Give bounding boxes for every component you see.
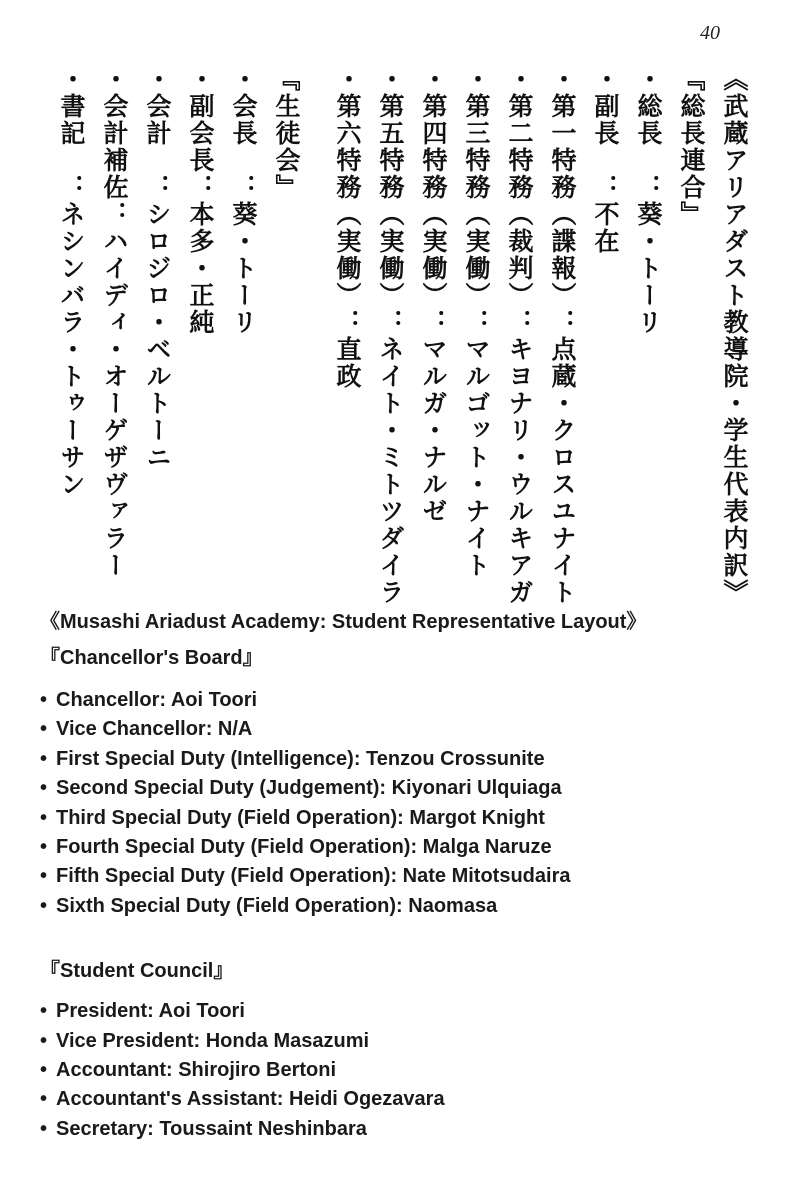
jp-board-item: ・第一特務（諜報）：点蔵・クロスユナイト (548, 66, 577, 606)
list-item: • Sixth Special Duty (Field Operation): Naomasa (40, 892, 760, 921)
jp-council-item: ・会計 ：シロジロ・ベルトーニ (143, 66, 172, 471)
jp-board-item: ・第二特務（裁判）：キヨナリ・ウルキアガ (505, 66, 534, 606)
list-item: • Vice President: Honda Masazumi (40, 1027, 760, 1056)
japanese-original-text (26, 66, 756, 606)
list-item: • Secretary: Toussaint Neshinbara (40, 1115, 760, 1144)
list-item: • Accountant's Assistant: Heidi Ogezavara (40, 1085, 760, 1114)
jp-board-item: ・第四特務（実働）：マルガ・ナルゼ (419, 66, 448, 525)
list-item: • Accountant: Shirojiro Bertoni (40, 1056, 760, 1085)
jp-council-item: ・会長 ：葵・トーリ (229, 66, 258, 336)
en-council-heading: 『Student Council』 (40, 960, 234, 983)
list-item: • Vice Chancellor: N/A (40, 715, 760, 744)
jp-board-item: ・第六特務（実働）：直政 (333, 66, 362, 390)
jp-board-item: ・副長 ：不在 (591, 66, 620, 255)
jp-board-item: ・第五特務（実働）：ネイト・ミトツダイラ (376, 66, 405, 606)
list-item: • Third Special Duty (Field Operation): Margot Knight (40, 804, 760, 833)
list-item: • Chancellor: Aoi Toori (40, 686, 760, 715)
list-item: • President: Aoi Toori (40, 997, 760, 1026)
list-item: • Second Special Duty (Judgement): Kiyonari Ulquiaga (40, 774, 760, 803)
jp-council-heading: 『生徒会』 (272, 66, 301, 201)
column-gap (308, 66, 326, 606)
jp-title: 《武蔵アリアダスト教導院・学生代表内訳》 (720, 66, 749, 606)
jp-board-item: ・総長 ：葵・トーリ (634, 66, 663, 336)
jp-board-item: ・第三特務（実働）：マルゴット・ナイト (462, 66, 491, 579)
jp-board-heading: 『総長連合』 (677, 66, 706, 228)
en-board-heading: 『Chancellor's Board』 (40, 647, 263, 669)
en-board-list (40, 686, 760, 921)
page-number: 40 (700, 22, 720, 44)
jp-council-item: ・副会長：本多・正純 (186, 66, 215, 336)
section-spacer (40, 921, 760, 945)
en-title: 《Musashi Ariadust Academy: Student Representative Layout》 (40, 611, 647, 633)
list-item: • Fourth Special Duty (Field Operation): Malga Naruze (40, 833, 760, 862)
en-council-list (40, 997, 760, 1144)
list-item: • First Special Duty (Intelligence): Tenzou Crossunite (40, 745, 760, 774)
jp-council-item: ・書記 ：ネシンバラ・トゥーサン (57, 66, 86, 498)
jp-council-item: ・会計補佐：ハイディ・オーゲザヴァラー (100, 66, 129, 579)
list-item: • Fifth Special Duty (Field Operation): Nate Mitotsudaira (40, 862, 760, 891)
english-translation (40, 604, 760, 1144)
